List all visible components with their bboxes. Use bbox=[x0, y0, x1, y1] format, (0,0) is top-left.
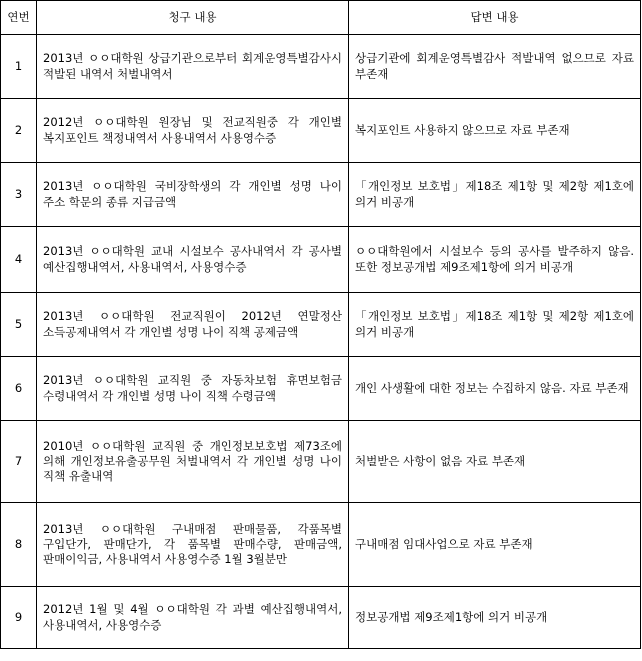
row-number: 5 bbox=[1, 293, 37, 357]
table-row bbox=[1, 357, 641, 421]
answer-cell: ㅇㅇ대학원에서 시설보수 등의 공사를 발주하지 않음. 또한 정보공개법 제9조제1항에 의거 비공개 bbox=[349, 227, 641, 293]
request-cell: 2013년 ㅇㅇ대학원 국비장학생의 각 개인별 성명 나이 주소 학문의 종류 지급금액 bbox=[37, 163, 349, 227]
request-column-header: 청구 내용 bbox=[37, 1, 349, 35]
request-cell: 2013년 ㅇㅇ대학원 교내 시설보수 공사내역서 각 공사별 예산집행내역서, 사용내역서, 사용영수증 bbox=[37, 227, 349, 293]
row-number: 7 bbox=[1, 421, 37, 503]
answer-cell: 상급기관에 회계운영특별감사 적발내역 없으므로 자료 부존재 bbox=[349, 35, 641, 99]
request-cell: 2012년 ㅇㅇ대학원 원장님 및 전교직원중 각 개인별 복지포인트 책정내역서 사용내역서 사용영수증 bbox=[37, 99, 349, 163]
table-row bbox=[1, 163, 641, 227]
request-cell: 2012년 1월 및 4월 ㅇㅇ대학원 각 과별 예산집행내역서, 사용내역서, 사용영수증 bbox=[37, 587, 349, 649]
row-number: 6 bbox=[1, 357, 37, 421]
row-number: 8 bbox=[1, 503, 37, 587]
answer-column-header: 답변 내용 bbox=[349, 1, 641, 35]
answer-cell: 복지포인트 사용하지 않으므로 자료 부존재 bbox=[349, 99, 641, 163]
request-cell: 2013년 ㅇㅇ대학원 전교직원이 2012년 연말정산 소득공제내역서 각 개인별 성명 나이 직책 공제금액 bbox=[37, 293, 349, 357]
table-row bbox=[1, 99, 641, 163]
table-row bbox=[1, 35, 641, 99]
number-column-header: 연번 bbox=[1, 1, 37, 35]
answer-cell: 정보공개법 제9조제1항에 의거 비공개 bbox=[349, 587, 641, 649]
answer-cell: 「개인정보 보호법」제18조 제1항 및 제2항 제1호에 의거 비공개 bbox=[349, 163, 641, 227]
answer-cell: 「개인정보 보호법」제18조 제1항 및 제2항 제1호에 의거 비공개 bbox=[349, 293, 641, 357]
request-cell: 2013년 ㅇㅇ대학원 구내매점 판매물품, 각품목별 구입단가, 판매단가, 각 품목별 판매수량, 판매금액, 판매이익금, 사용내역서 사용영수증 1월 3월분만 bbox=[37, 503, 349, 587]
row-number: 2 bbox=[1, 99, 37, 163]
row-number: 1 bbox=[1, 35, 37, 99]
table-row bbox=[1, 293, 641, 357]
answer-cell: 구내매점 임대사업으로 자료 부존재 bbox=[349, 503, 641, 587]
row-number: 3 bbox=[1, 163, 37, 227]
table-row bbox=[1, 503, 641, 587]
request-cell: 2013년 ㅇㅇ대학원 교직원 중 자동차보험 휴면보험금 수령내역서 각 개인별 성명 나이 직책 수령금액 bbox=[37, 357, 349, 421]
request-cell: 2010년 ㅇㅇ대학원 교직원 중 개인정보보호법 제73조에 의해 개인정보유출공무원 처벌내역서 각 개인별 성명 나이 직책 유출내역 bbox=[37, 421, 349, 503]
answer-cell: 처벌받은 사항이 없음 자료 부존재 bbox=[349, 421, 641, 503]
table-row bbox=[1, 421, 641, 503]
table-row bbox=[1, 587, 641, 649]
header-row bbox=[1, 1, 641, 35]
row-number: 9 bbox=[1, 587, 37, 649]
row-number: 4 bbox=[1, 227, 37, 293]
table-row bbox=[1, 227, 641, 293]
request-cell: 2013년 ㅇㅇ대학원 상급기관으로부터 회계운영특별감사시 적발된 내역서 처벌내역서 bbox=[37, 35, 349, 99]
answer-cell: 개인 사생활에 대한 정보는 수집하지 않음. 자료 부존재 bbox=[349, 357, 641, 421]
